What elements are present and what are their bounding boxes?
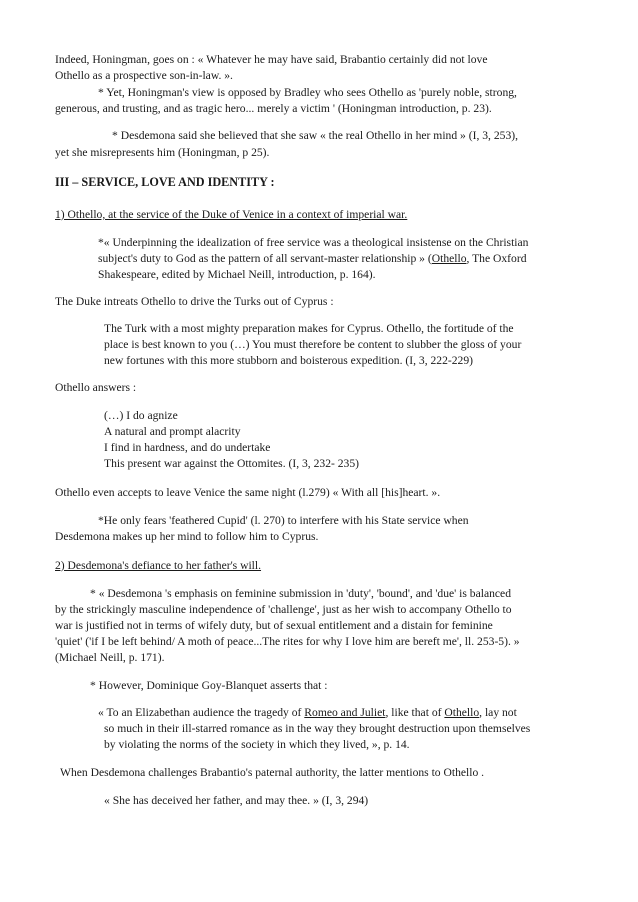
- text-line: The Duke intreats Othello to drive the Turks out of Cyprus :: [55, 295, 334, 308]
- subsection-heading: 2) Desdemona's defiance to her father's will.: [55, 559, 262, 572]
- quote-line: place is best known to you (…) You must therefore be content to slubber the gloss of your: [104, 338, 522, 351]
- quote-line: so much in their ill-starred romance as in the way they brought destruction upon themselves: [104, 722, 531, 735]
- text-line: (Michael Neill, p. 171).: [55, 651, 165, 664]
- verse-line: This present war against the Ottomites. (I, 3, 232- 235): [104, 457, 360, 470]
- text-line: Othello even accepts to leave Venice the same night (l.279) « With all [his]heart. ».: [55, 486, 441, 499]
- play-title: Othello: [444, 706, 480, 719]
- text-line: * However, Dominique Goy-Blanquet asserts that :: [90, 679, 328, 692]
- verse-line: A natural and prompt alacrity: [104, 425, 241, 438]
- verse-line: (…) I do agnize: [104, 409, 178, 422]
- text-line: * Desdemona said she believed that she saw « the real Othello in her mind » (I, 3, 253),: [112, 129, 518, 142]
- text-line: * Yet, Honingman's view is opposed by Bradley who sees Othello as 'purely noble, strong,: [98, 86, 517, 99]
- quote-line: new fortunes with this more stubborn and boisterous expedition. (I, 3, 222-229): [104, 354, 474, 367]
- text-line: war is justified not in terms of wifely duty, but of sexual entitlement and a distain for feminine: [55, 619, 493, 632]
- quote-line: « She has deceived her father, and may thee. » (I, 3, 294): [104, 794, 369, 807]
- text-line: generous, and trusting, and as tragic hero... merely a victim ' (Honingman introduction, p. 23).: [55, 102, 492, 115]
- text-span: , lay not: [479, 706, 517, 719]
- quote-line: by violating the norms of the society in which they lived, », p. 14.: [104, 738, 410, 751]
- quote-line: The Turk with a most mighty preparation makes for Cyprus. Othello, the fortitude of the: [104, 322, 514, 335]
- text-span: subject's duty to God as the pattern of all servant-master relationship » (: [98, 252, 432, 265]
- text-line: Desdemona makes up her mind to follow him to Cyprus.: [55, 530, 319, 543]
- text-line: *« Underpinning the idealization of free service was a theological insistense on the Christian: [98, 236, 529, 249]
- subsection-heading: 1) Othello, at the service of the Duke of Venice in a context of imperial war.: [55, 208, 408, 221]
- verse-line: I find in hardness, and do undertake: [104, 441, 271, 454]
- text-span: , The Oxford: [466, 252, 527, 265]
- text-span: , like that of: [385, 706, 445, 719]
- text-line: Othello as a prospective son-in-law. ».: [55, 69, 233, 82]
- text-line: 'quiet' ('if I be left behind/ A moth of peace...The rites for why I love him are bereft me', ll. 253-5). »: [55, 635, 520, 648]
- play-title: Romeo and Juliet: [304, 706, 386, 719]
- text-line: yet she misrepresents him (Honingman, p 25).: [55, 146, 270, 159]
- text-line: Indeed, Honingman, goes on : « Whatever he may have said, Brabantio certainly did not love: [55, 53, 488, 66]
- text-line: * « Desdemona 's emphasis on feminine submission in 'duty', 'bound', and 'due' is balanced: [90, 587, 511, 600]
- book-title: Othello: [431, 252, 467, 265]
- text-line: When Desdemona challenges Brabantio's paternal authority, the latter mentions to Othello .: [60, 766, 485, 779]
- text-span: « To an Elizabethan audience the tragedy of: [98, 706, 305, 719]
- text-line: Shakespeare, edited by Michael Neill, introduction, p. 164).: [98, 268, 376, 281]
- quote-line: [98, 706, 517, 720]
- text-line: *He only fears 'feathered Cupid' (l. 270) to interfere with his State service when: [98, 514, 469, 527]
- text-line: by the strickingly masculine independence of 'challenge', just as her wish to accompany Othello to: [55, 603, 512, 616]
- text-line: [98, 252, 527, 266]
- text-line: Othello answers :: [55, 381, 137, 394]
- section-heading: III – SERVICE, LOVE AND IDENTITY :: [55, 175, 275, 189]
